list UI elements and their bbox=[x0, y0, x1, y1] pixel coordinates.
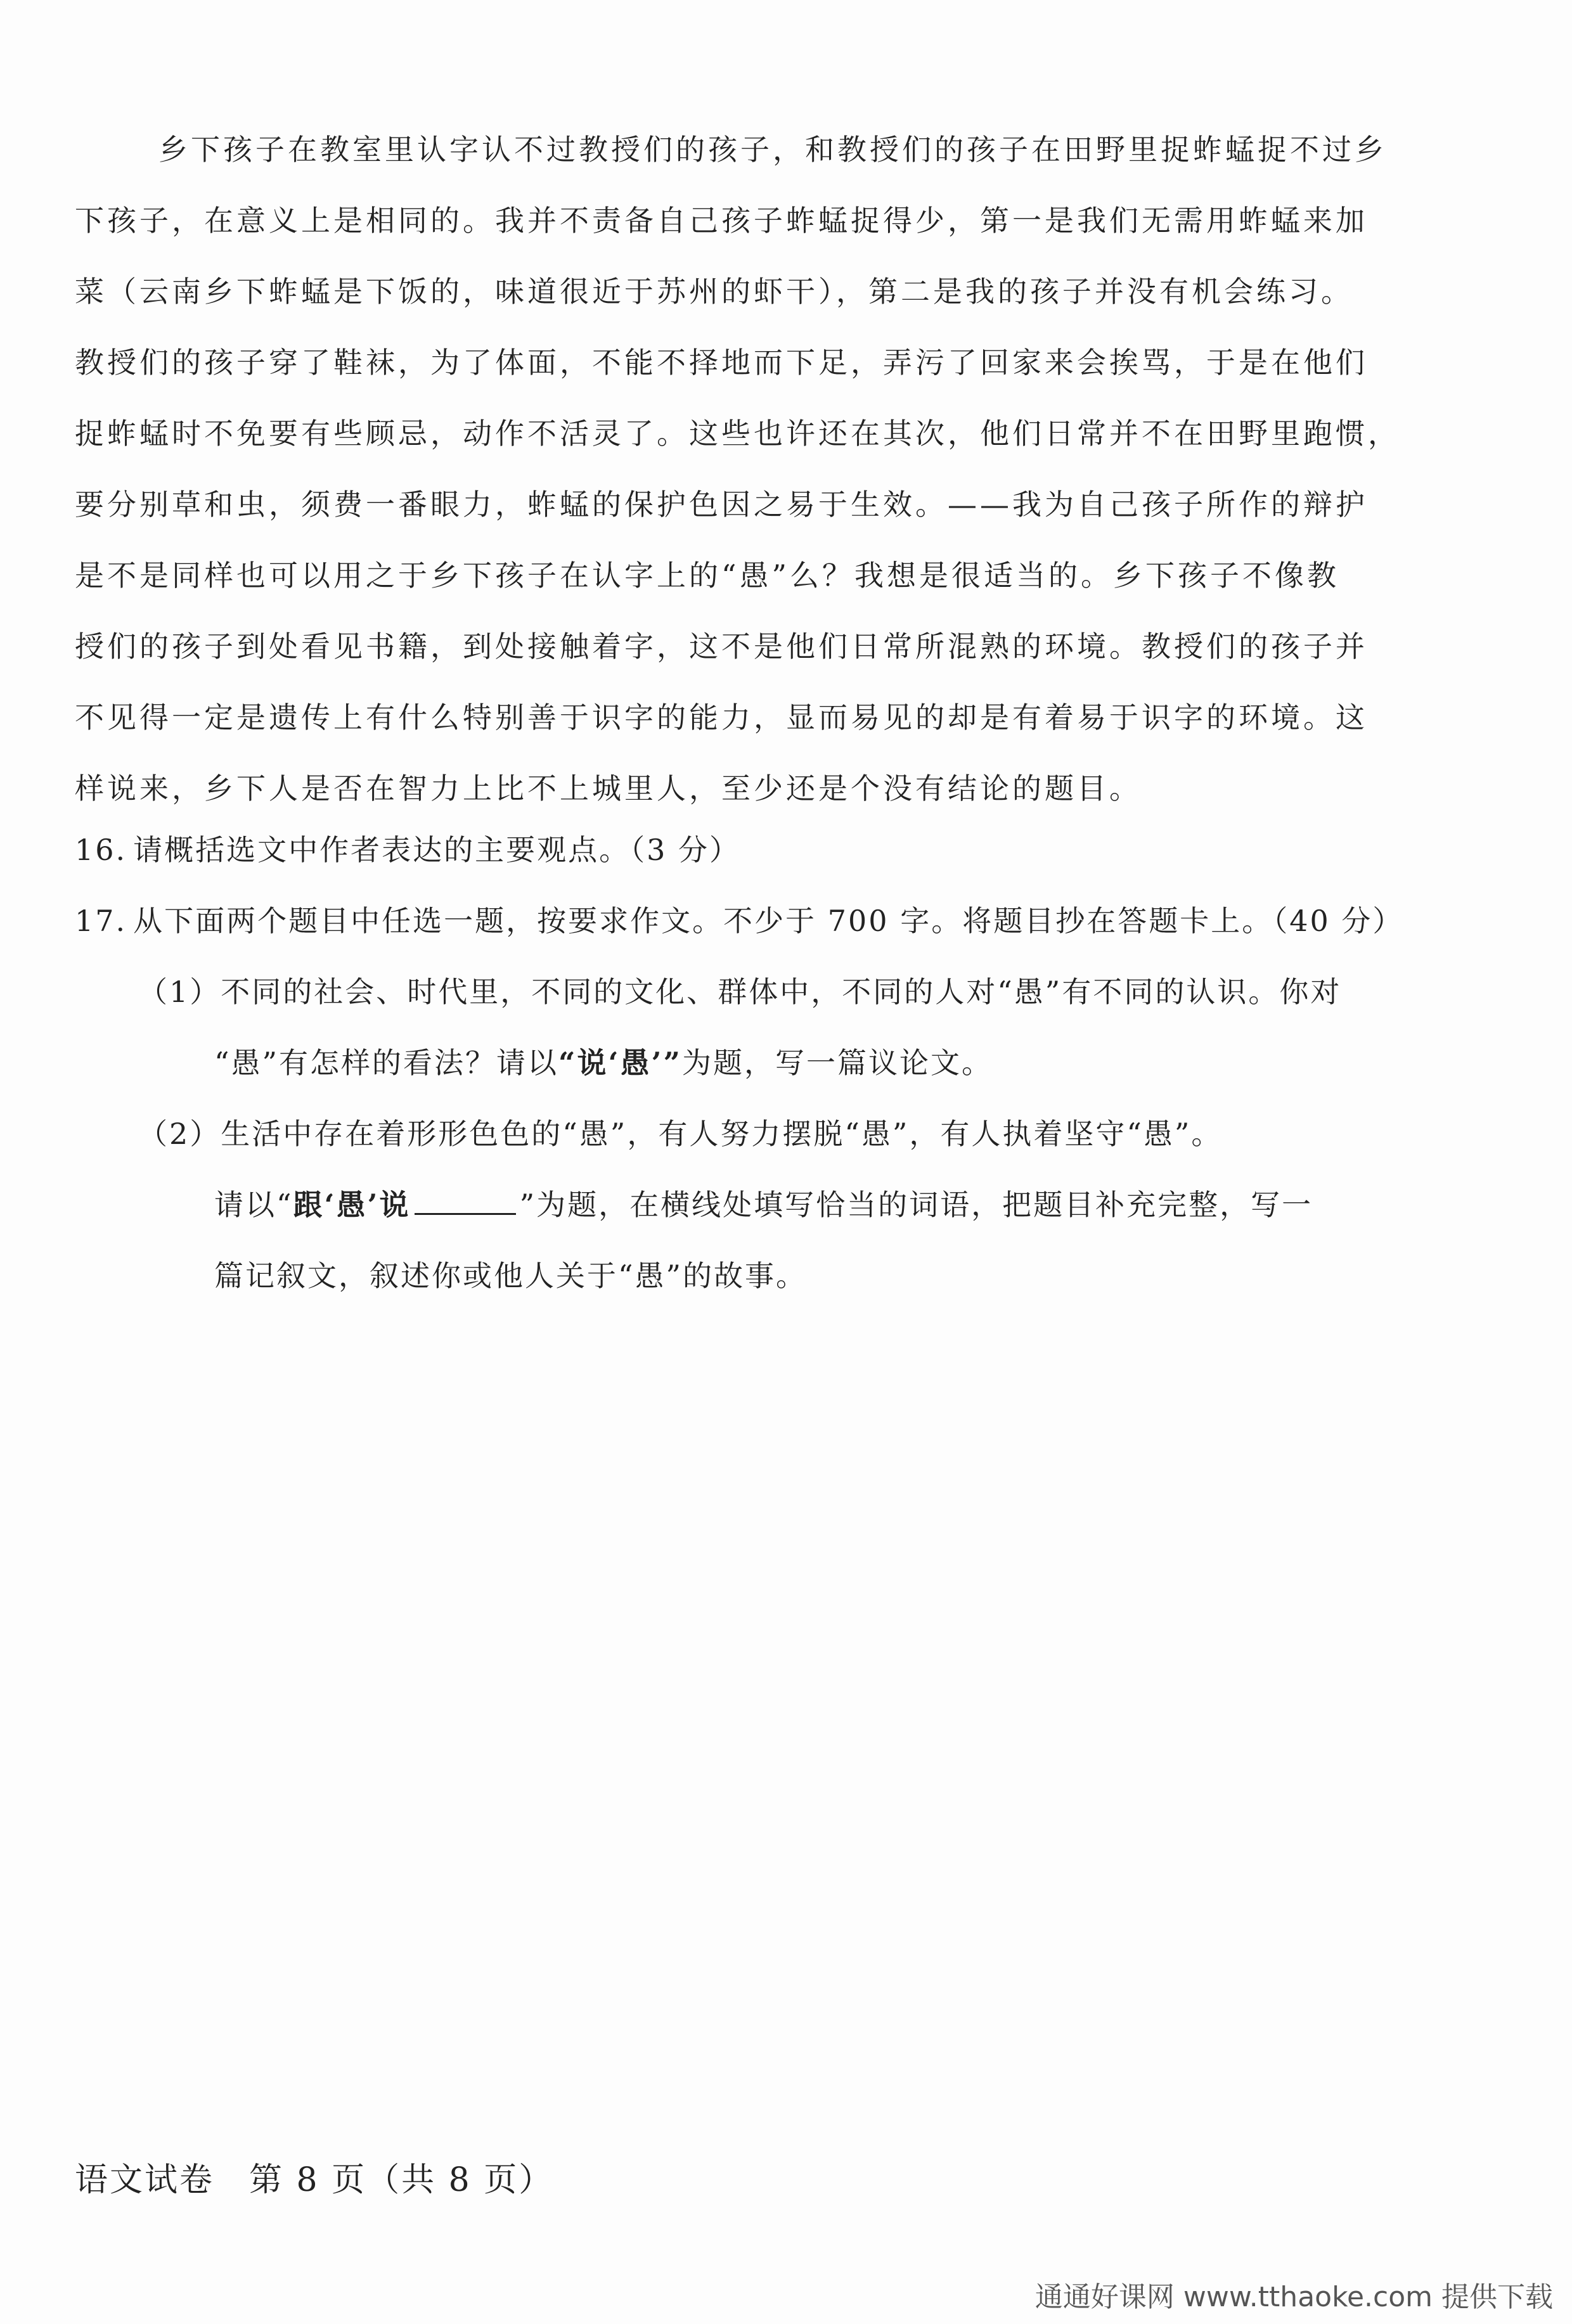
option-text: ”为题，在横线处填写恰当的词语，把题目补充完整，写一 bbox=[519, 1188, 1313, 1222]
question-number: 17. bbox=[75, 904, 127, 938]
option-label: （2） bbox=[138, 1117, 221, 1151]
page-footer: 语文试卷 第 8 页（共 8 页） bbox=[75, 2161, 554, 2199]
question-text: 从下面两个题目中任选一题，按要求作文。不少于 700 字。将题目抄在答题卡上。（40 分） bbox=[133, 904, 1404, 938]
passage-line: 捉蚱蜢时不免要有些顾忌，动作不活灵了。这些也许还在其次，他们日常并不在田野里跑惯， bbox=[75, 416, 1400, 451]
question-17 bbox=[75, 885, 1507, 956]
essay-option-2-cont bbox=[75, 1169, 1507, 1240]
title-blank bbox=[415, 1184, 516, 1215]
option-text: 不同的社会、时代里，不同的文化、群体中，不同的人对“愚”有不同的认识。你对 bbox=[221, 975, 1342, 1009]
essay-option-2 bbox=[75, 1098, 1507, 1169]
question-16 bbox=[75, 814, 1507, 885]
question-text: 请概括选文中作者表达的主要观点。（3 分） bbox=[133, 833, 741, 867]
passage-line: 不见得一定是遗传上有什么特别善于识字的能力，显而易见的却是有着易于识字的环境。这 bbox=[75, 700, 1368, 735]
essay-title: “说‘愚’” bbox=[558, 1046, 682, 1080]
option-text: 生活中存在着形形色色的“愚”，有人努力摆脱“愚”，有人执着坚守“愚”。 bbox=[221, 1117, 1223, 1151]
essay-title: 跟‘愚’说 bbox=[293, 1188, 411, 1222]
option-label: （1） bbox=[138, 975, 221, 1009]
passage-line: 菜（云南乡下蚱蜢是下饭的，味道很近于苏州的虾干），第二是我的孩子并没有机会练习。 bbox=[75, 274, 1353, 309]
question-number: 16. bbox=[75, 833, 127, 867]
passage-line: 下孩子，在意义上是相同的。我并不责备自己孩子蚱蜢捉得少，第一是我们无需用蚱蜢来加 bbox=[75, 203, 1368, 238]
passage-line: 乡下孩子在教室里认字认不过教授们的孩子，和教授们的孩子在田野里捉蚱蜢捉不过乡 bbox=[158, 132, 1387, 167]
passage-line: 授们的孩子到处看见书籍，到处接触着字，这不是他们日常所混熟的环境。教授们的孩子并 bbox=[75, 629, 1368, 664]
option-text: “愚”有怎样的看法？请以 bbox=[214, 1046, 559, 1080]
essay-option-1-cont bbox=[75, 1027, 1507, 1098]
watermark: 通通好课网 www.tthaoke.com 提供下载 bbox=[1034, 2281, 1553, 2313]
essay-option-1 bbox=[75, 956, 1507, 1027]
option-text: 篇记叙文，叙述你或他人关于“愚”的故事。 bbox=[214, 1259, 808, 1293]
option-text: 请以“ bbox=[214, 1188, 293, 1222]
option-text: 为题，写一篇议论文。 bbox=[682, 1046, 993, 1080]
essay-option-2-cont bbox=[75, 1240, 1507, 1311]
passage-line: 要分别草和虫，须费一番眼力，蚱蜢的保护色因之易于生效。——我为自己孩子所作的辩护 bbox=[75, 487, 1368, 522]
questions-section bbox=[75, 814, 1507, 1311]
passage-line: 教授们的孩子穿了鞋袜，为了体面，不能不择地而下足，弄污了回家来会挨骂，于是在他们 bbox=[75, 345, 1368, 380]
passage-line: 是不是同样也可以用之于乡下孩子在认字上的“愚”么？我想是很适当的。乡下孩子不像教 bbox=[75, 558, 1340, 593]
reading-passage bbox=[75, 114, 1501, 824]
passage-line: 样说来，乡下人是否在智力上比不上城里人，至少还是个没有结论的题目。 bbox=[75, 771, 1142, 806]
